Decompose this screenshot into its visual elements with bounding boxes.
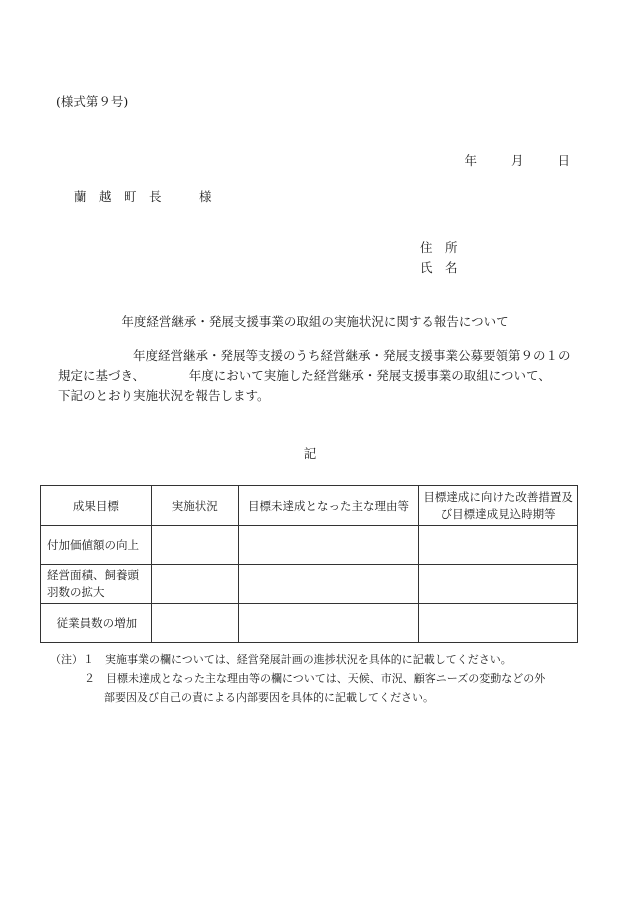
row-label: 経営面積、飼養頭羽数の拡大 bbox=[41, 565, 152, 604]
status-table bbox=[40, 485, 578, 643]
cell-improvement[interactable] bbox=[419, 565, 578, 604]
table-header-row bbox=[41, 486, 578, 526]
body-text bbox=[58, 346, 588, 406]
address-label: 住 所 bbox=[420, 240, 458, 255]
table-row bbox=[41, 604, 578, 643]
note-item-2-cont: 部要因及び自己の責による内部要因を具体的に記載してください。 bbox=[104, 691, 434, 704]
cell-status[interactable] bbox=[151, 565, 238, 604]
note-line-1 bbox=[50, 650, 545, 669]
cell-reason[interactable] bbox=[238, 565, 419, 604]
cell-reason[interactable] bbox=[238, 526, 419, 565]
body-line: 規定に基づき、 年度において実施した経営継承・発展支援事業の取組について、 bbox=[58, 368, 551, 383]
record-mark: 記 bbox=[303, 446, 317, 461]
header-improvement: 目標達成に向けた改善措置及び目標達成見込時期等 bbox=[419, 486, 578, 526]
header-target: 成果目標 bbox=[41, 486, 152, 526]
cell-improvement[interactable] bbox=[419, 604, 578, 643]
cell-improvement[interactable] bbox=[419, 526, 578, 565]
row-label: 付加価値額の向上 bbox=[41, 526, 152, 565]
header-status: 実施状況 bbox=[151, 486, 238, 526]
date-month: 月 bbox=[510, 153, 524, 168]
report-title: 年度経営継承・発展支援事業の取組の実施状況に関する報告について bbox=[121, 314, 509, 329]
date-line bbox=[464, 151, 570, 169]
note-line-2 bbox=[50, 669, 545, 688]
body-line: 下記のとおり実施状況を報告します。 bbox=[58, 388, 270, 403]
notes bbox=[50, 650, 545, 707]
note-line-3 bbox=[50, 688, 545, 707]
table-row bbox=[41, 526, 578, 565]
date-year: 年 bbox=[464, 153, 477, 168]
header-reason: 目標未達成となった主な理由等 bbox=[238, 486, 419, 526]
cell-status[interactable] bbox=[151, 604, 238, 643]
name-label: 氏 名 bbox=[420, 260, 458, 275]
row-label: 従業員数の増加 bbox=[41, 604, 152, 643]
note-prefix: （注）１ bbox=[50, 653, 94, 666]
note-item-1: 実施事業の欄については、経営発展計画の進捗状況を具体的に記載してください。 bbox=[105, 653, 512, 666]
table-row bbox=[41, 565, 578, 604]
addressee: 蘭 越 町 長 様 bbox=[74, 189, 212, 204]
note-item-2: 目標未達成となった主な理由等の欄については、天候、市況、顧客ニーズの変動などの外 bbox=[106, 672, 546, 685]
form-number: (様式第９号) bbox=[56, 94, 129, 109]
body-line: 年度経営継承・発展等支援のうち経営継承・発展支援事業公募要領第９の１の bbox=[58, 348, 571, 363]
cell-reason[interactable] bbox=[238, 604, 419, 643]
date-day: 日 bbox=[557, 153, 570, 168]
note-item-2-number: ２ bbox=[84, 672, 95, 685]
cell-status[interactable] bbox=[151, 526, 238, 565]
